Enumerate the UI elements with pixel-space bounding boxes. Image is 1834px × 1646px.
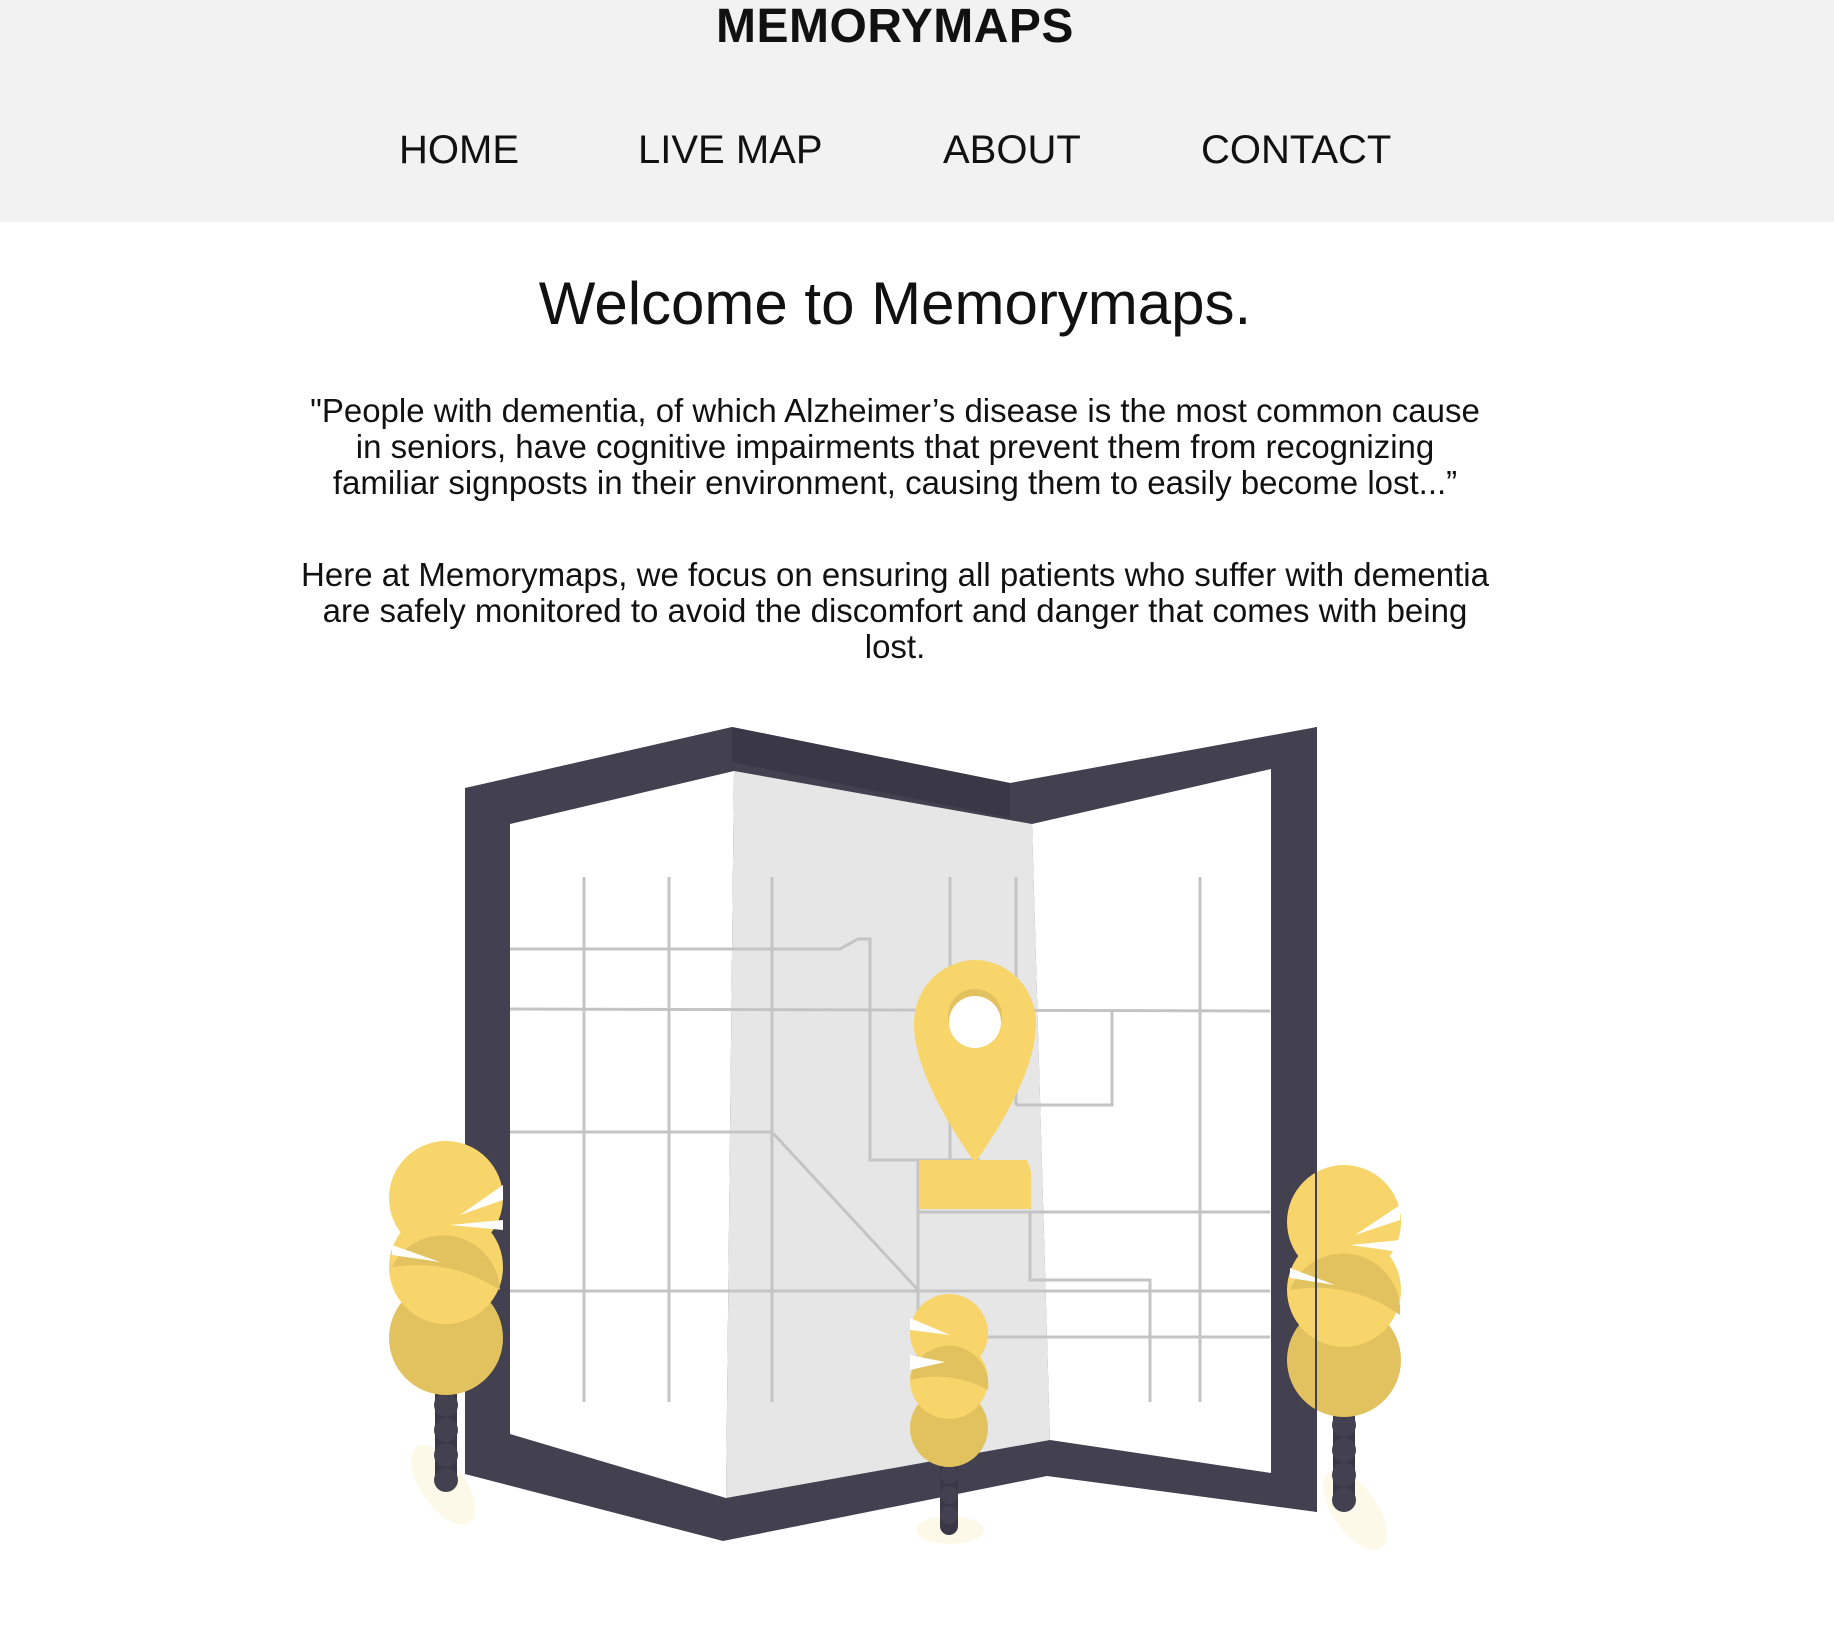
map-illustration <box>380 715 1410 1555</box>
site-header <box>0 0 1834 222</box>
nav-home[interactable]: HOME <box>399 128 519 172</box>
main-navigation <box>0 126 1834 174</box>
mission-statement: Here at Memorymaps, we focus on ensuring all patients who suffer with dementia are safely monitored to avoid the discomfort and danger that comes with being lost. <box>301 556 1489 665</box>
dementia-quote: "People with dementia, of which Alzheimer’s disease is the most common cause in seniors, have cognitive impairments that prevent them from recognizing familiar signposts in their environment, causing them to easily become lost...” <box>310 392 1480 501</box>
folded-map <box>465 727 1317 1541</box>
location-pin-icon <box>914 960 1036 1209</box>
nav-contact[interactable]: CONTACT <box>1201 128 1392 172</box>
nav-live-map[interactable]: LIVE MAP <box>638 128 823 172</box>
site-logo[interactable]: MEMORYMAPS <box>716 0 1074 53</box>
nav-about[interactable]: ABOUT <box>943 128 1081 172</box>
map-frame-edge-overlay <box>1315 727 1317 1512</box>
page-title: Welcome to Memorymaps. <box>538 270 1252 337</box>
